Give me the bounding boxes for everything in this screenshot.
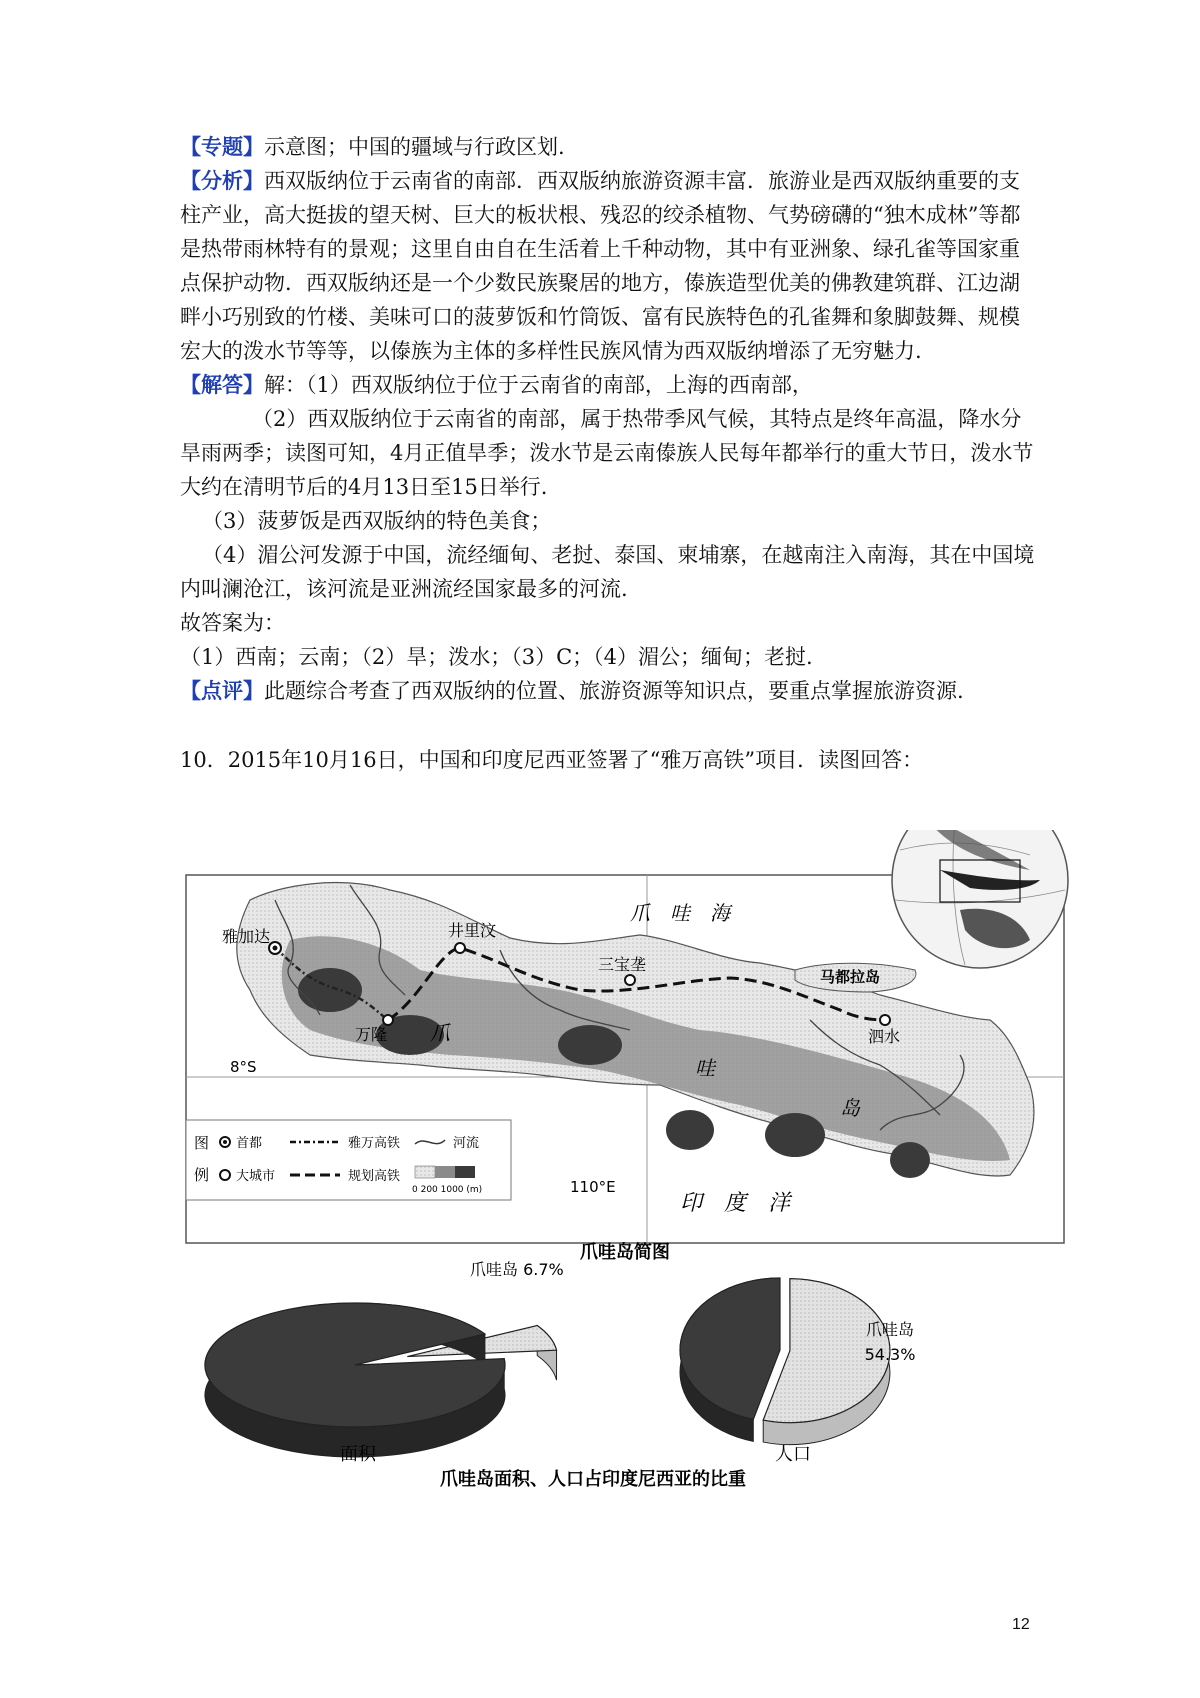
- topic-paragraph: [180, 130, 1040, 164]
- population-slice-name: 爪哇岛: [865, 1320, 915, 1339]
- lat-8s-label: 8°S: [230, 1058, 257, 1076]
- review-text: 此题综合考查了西双版纳的位置、旅游资源等知识点，要重点掌握旅游资源.: [264, 679, 964, 703]
- review-paragraph: [180, 674, 1040, 708]
- legend-title-bottom: 例: [194, 1166, 210, 1184]
- topic-tag: 【专题】: [180, 134, 264, 159]
- map-caption: 爪哇岛简图: [580, 1242, 670, 1260]
- legend-city-label: 大城市: [236, 1169, 276, 1184]
- area-pie: [205, 1303, 557, 1457]
- map-legend: [186, 1120, 511, 1200]
- page-number: 12: [1012, 1616, 1030, 1633]
- highland-high-3: [558, 1025, 622, 1065]
- island-char-1: 爪: [430, 1021, 450, 1045]
- cirebon-marker: [455, 943, 465, 953]
- conclusion-label: 故答案为：: [180, 611, 285, 635]
- legend-scale-label: 0 200 1000 (m): [412, 1185, 483, 1195]
- legend-scale-low: [415, 1166, 435, 1178]
- lon-110e-label: 110°E: [570, 1178, 616, 1196]
- answer-3: （3）菠萝饭是西双版纳的特色美食；: [202, 509, 552, 533]
- pie-chart-figure: [180, 1260, 1080, 1500]
- legend-city-icon: [220, 1170, 230, 1180]
- bandung-marker: [383, 1015, 393, 1025]
- answer-intro: 解：（1）西双版纳位于位于云南省的南部，上海的西南部，: [264, 373, 813, 397]
- population-pie: [680, 1278, 890, 1445]
- legend-river-label: 河流: [453, 1136, 480, 1151]
- area-pie-label: 面积: [340, 1444, 376, 1465]
- java-map-figure: [180, 830, 1080, 1260]
- area-slice-label: 爪哇岛 6.7%: [470, 1260, 564, 1279]
- legend-planned-label: 规划高铁: [348, 1169, 401, 1184]
- surabaya-label: 泗水: [868, 1027, 901, 1046]
- cirebon-label: 井里汶: [448, 921, 497, 940]
- jakarta-label: 雅加达: [221, 927, 270, 946]
- jakarta-capital-dot: [273, 946, 278, 951]
- island-char-2: 哇: [695, 1056, 715, 1080]
- island-char-3: 岛: [840, 1096, 860, 1120]
- highland-high-4: [666, 1110, 714, 1150]
- legend-capital-label: 首都: [236, 1136, 263, 1151]
- answer-tag: 【解答】: [180, 372, 264, 397]
- review-tag: 【点评】: [180, 678, 264, 703]
- topic-text: 示意图；中国的疆域与行政区划.: [264, 135, 565, 159]
- answer-4: （4）湄公河发源于中国，流经缅甸、老挝、泰国、柬埔寨，在越南注入南海，其在中国境内叫澜沧江，该河流是亚洲流经国家最多的河流.: [180, 543, 1035, 601]
- indian-ocean-label: 印 度 洋: [680, 1191, 791, 1216]
- answer-2: （2）西双版纳位于云南省的南部，属于热带季风气候，其特点是终年高温，降水分旱雨两季；读图可知，4月正值旱季；泼水节是云南傣族人民每年都举行的重大节日，泼水节大约在清明节后的4月13日至15日举行.: [180, 407, 1034, 499]
- madura-label: 马都拉岛: [820, 968, 881, 986]
- highland-high-6: [890, 1142, 930, 1178]
- pie-chart-title: 爪哇岛面积、人口占印度尼西亚的比重: [440, 1469, 746, 1490]
- bandung-label: 万隆: [355, 1025, 388, 1044]
- surabaya-marker: [880, 1015, 890, 1025]
- legend-hsr-label: 雅万高铁: [348, 1136, 401, 1151]
- answer-intro-paragraph: [180, 368, 1040, 402]
- analysis-paragraph: [180, 164, 1040, 368]
- population-pie-label: 人口: [775, 1444, 811, 1465]
- legend-scale-high: [455, 1166, 475, 1178]
- final-answer: （1）西南；云南；（2）旱；泼水；（3）C；（4）湄公；缅甸；老挝.: [180, 645, 813, 669]
- semarang-label: 三宝垄: [598, 955, 647, 974]
- analysis-tag: 【分析】: [180, 168, 264, 193]
- population-slice-value: 54.3%: [864, 1345, 916, 1364]
- java-sea-label: 爪 哇 海: [630, 901, 730, 925]
- legend-title-top: 图: [194, 1134, 210, 1152]
- analysis-text: 西双版纳位于云南省的南部．西双版纳旅游资源丰富．旅游业是西双版纳重要的支柱产业，高大挺拔的望天树、巨大的板状根、残忍的绞杀植物、气势磅礴的“独木成林”等都是热带雨林特有的景观；这里自由自在生活着上千种动物，其中有亚洲象、绿孔雀等国家重点保护动物．西双版纳还是一个少数民族聚居的地方，傣族造型优美的佛教建筑群、江边湖畔小巧别致的竹楼、美味可口的菠萝饭和竹筒饭、富有民族特色的孔雀舞和象脚鼓舞、规模宏大的泼水节等等，以傣族为主体的多样性民族风情为西双版纳增添了无穷魅力.: [180, 169, 1021, 363]
- semarang-marker: [625, 975, 635, 985]
- legend-capital-icon-dot: [223, 1140, 227, 1144]
- question-10: 10．2015年10月16日，中国和印度尼西亚签署了“雅万高铁”项目．读图回答：: [180, 748, 924, 772]
- area-slice-1: [205, 1303, 505, 1427]
- highland-high-5: [765, 1113, 825, 1157]
- legend-scale-mid: [435, 1166, 455, 1178]
